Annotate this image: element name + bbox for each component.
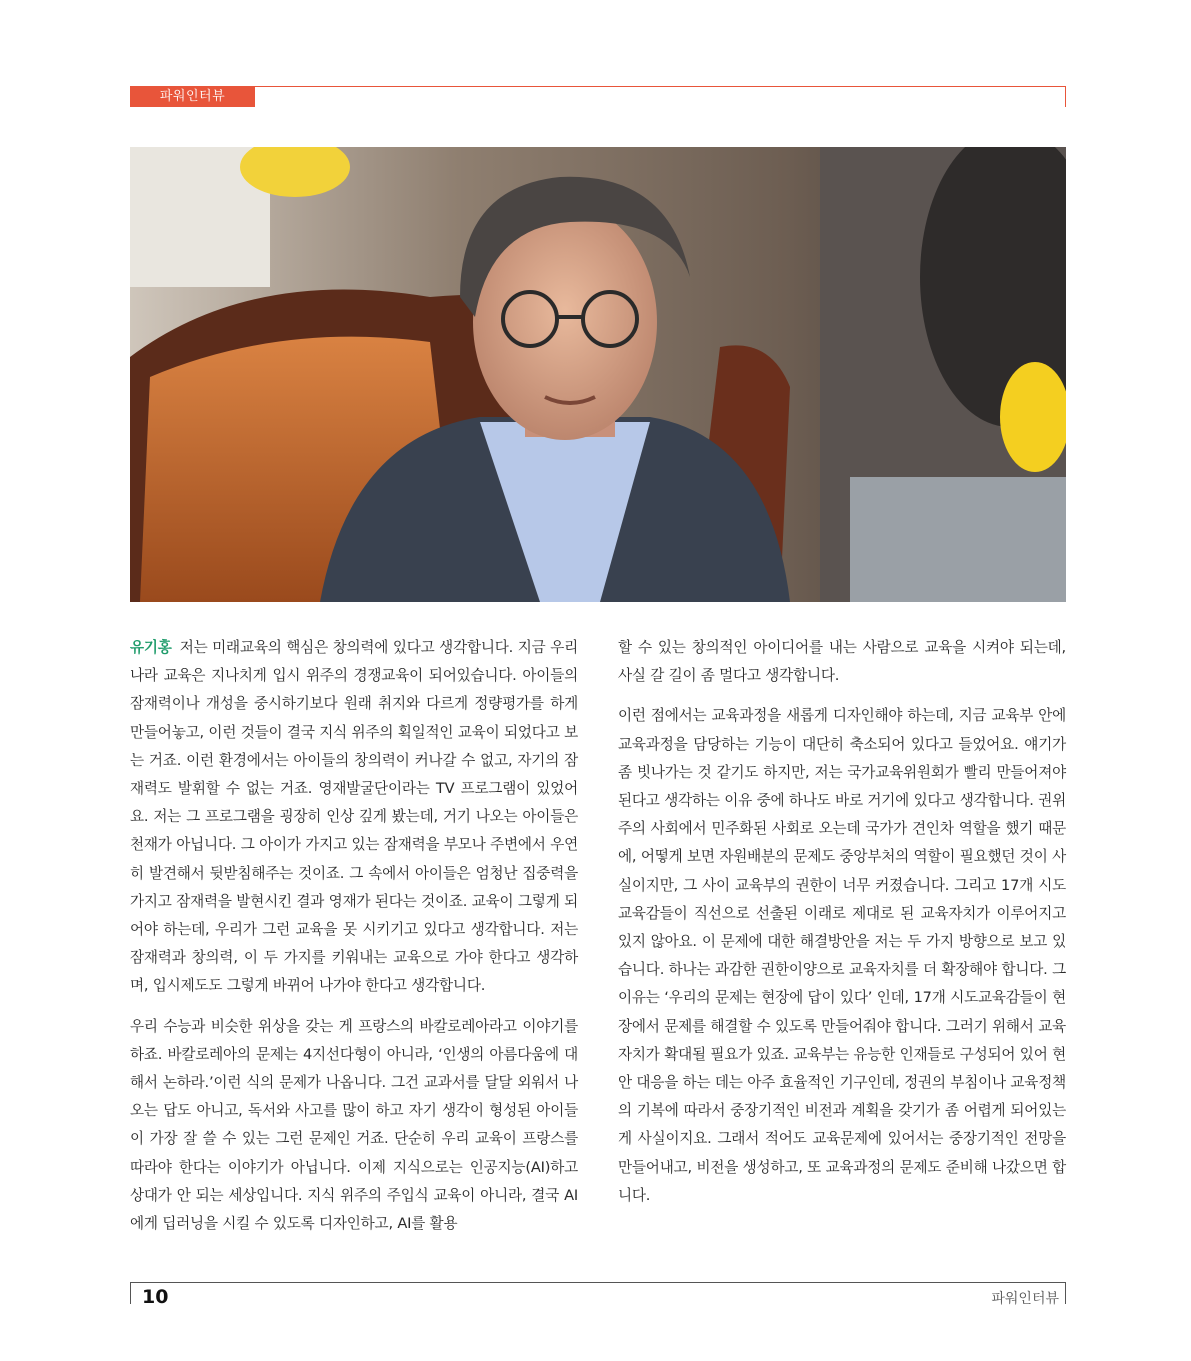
paragraph: 할 수 있는 창의적인 아이디어를 내는 사람으로 교육을 시켜야 되는데, 사실 갈 길이 좀 멀다고 생각합니다.	[618, 639, 1066, 685]
speaker-name: 유기홍	[130, 639, 172, 656]
footer-rule	[130, 1282, 1066, 1283]
magazine-title: 파워인터뷰	[991, 1291, 1059, 1307]
article-column-left	[130, 634, 578, 1250]
footer-rule-right	[1065, 1282, 1066, 1304]
paragraph-text: 저는 미래교육의 핵심은 창의력에 있다고 생각합니다. 지금 우리나라 교육은 지나치게 입시 위주의 경쟁교육이 되어있습니다. 아이들의 잠재력이나 개성을 중시하기보다 원래 취지와 다르게 정량평가를 하게 만들어놓고, 이런 것들이 결국 지식 위주의 획일적인 교육이 되었다고 보는 거죠. 이런 환경에서는 아이들의 창의력이 커나갈 수 없고, 자기의 잠재력도 발휘할 수 없는 거죠. 영재발굴단이라는 TV 프로그램이 있었어요. 저는 그 프로그램을 굉장히 인상 깊게 봤는데, 거기 나오는 아이들은 천재가 아닙니다. 그 아이가 가지고 있는 잠재력을 부모나 주변에서 우연히 발견해서 뒷받침해주는 것이죠. 그 속에서 아이들은 엄청난 집중력을 가지고 잠재력을 발현시킨 결과 영재가 된다는 것이죠. 교육이 그렇게 되어야 하는데, 우리가 그런 교육을 못 시키기고 있다고 생각합니다. 저는 잠재력과 창의력, 이 두 가지를 키워내는 교육으로 가야 한다고 생각하며, 입시제도도 그렇게 바뀌어 나가야 한다고 생각합니다.	[130, 639, 578, 995]
page-number: 10	[142, 1286, 169, 1308]
footer-rule-left	[130, 1282, 131, 1304]
paragraph: 우리 수능과 비슷한 위상을 갖는 게 프랑스의 바칼로레아라고 이야기를 하죠. 바칼로레아의 문제는 4지선다형이 아니라, ‘인생의 아름다움에 대해서 논하라.’이런 식의 문제가 나옵니다. 그건 교과서를 달달 외워서 나오는 답도 아니고, 독서와 사고를 많이 하고 자기 생각이 형성된 아이들이 가장 잘 쓸 수 있는 그런 문제인 거죠. 단순히 우리 교육이 프랑스를 따라야 한다는 이야기가 아닙니다. 이제 지식으로는 인공지능(AI)하고 상대가 안 되는 세상입니다. 지식 위주의 주입식 교육이 아니라, 결국 AI에게 딥러닝을 시킬 수 있도록 디자인하고, AI를 활용	[130, 1017, 578, 1233]
section-tab: 파워인터뷰	[130, 86, 255, 107]
article-column-right	[618, 634, 1066, 1222]
paragraph: 이런 점에서는 교육과정을 새롭게 디자인해야 하는데, 지금 교육부 안에 교육과정을 담당하는 기능이 대단히 축소되어 있다고 들었어요. 얘기가 좀 빗나가는 것 같기도 하지만, 저는 국가교육위원회가 빨리 만들어져야 된다고 생각하는 이유 중에 하나도 바로 거기에 있다고 생각합니다. 권위주의 사회에서 민주화된 사회로 오는데 국가가 견인차 역할을 했기 때문에, 어떻게 보면 자원배분의 문제도 중앙부처의 역할이 필요했던 것이 사실이지만, 그 사이 교육부의 권한이 너무 커졌습니다. 그리고 17개 시도교육감들이 직선으로 선출된 이래로 제대로 된 교육자치가 이루어지고 있지 않아요. 이 문제에 대한 해결방안을 저는 두 가지 방향으로 보고 있습니다. 하나는 과감한 권한이양으로 교육자치를 더 확장해야 합니다. 그 이유는 ‘우리의 문제는 현장에 답이 있다’ 인데, 17개 시도교육감들이 현장에서 문제를 해결할 수 있도록 만들어줘야 합니다. 그러기 위해서 교육자치가 확대될 필요가 있죠. 교육부는 유능한 인재들로 구성되어 있어 현안 대응을 하는 데는 아주 효율적인 기구인데, 정권의 부침이나 교육정책의 기복에 따라서 중장기적인 비전과 계획을 갖기가 좀 어렵게 되어있는 게 사실이지요. 그래서 적어도 교육문제에 있어서는 중장기적인 전망을 만들어내고, 비전을 생성하고, 또 교육과정의 문제도 준비해 나갔으면 합니다.	[618, 707, 1066, 1204]
interview-portrait-photo	[130, 147, 1066, 602]
header-rule-end	[1065, 86, 1066, 107]
paragraph	[130, 634, 578, 1001]
header-rule	[255, 86, 1065, 87]
